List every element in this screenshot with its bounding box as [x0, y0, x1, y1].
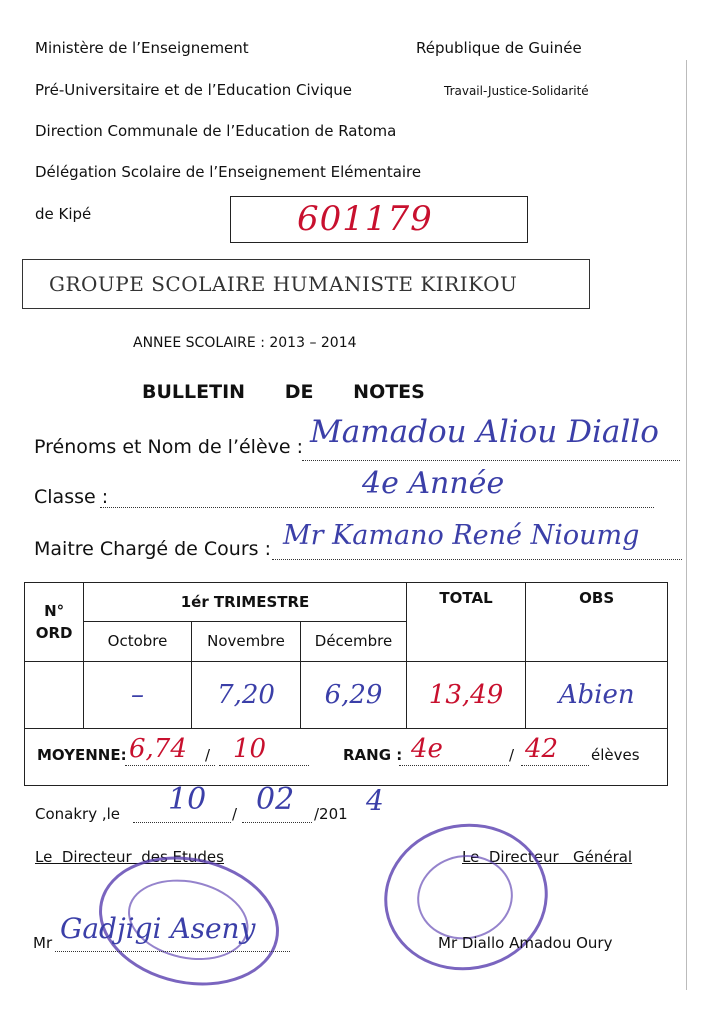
school-year: ANNEE SCOLAIRE : 2013 – 2014	[133, 335, 357, 351]
date-year-prefix: /201	[314, 805, 348, 823]
row-num-cell	[25, 662, 84, 729]
col-total-header: TOTAL	[406, 583, 526, 662]
student-name-label: Prénoms et Nom de l’élève :	[34, 436, 304, 458]
grade-decembre: 6,29	[301, 662, 406, 729]
general-stamp	[373, 811, 560, 983]
rang-value: 4e	[411, 734, 443, 765]
month-header-octobre: Octobre	[84, 621, 192, 662]
ministry-line1: Ministère de l’Enseignement	[35, 39, 249, 57]
general-stamp-inner	[410, 847, 519, 946]
student-name-value: Mamadou Aliou Diallo	[310, 414, 659, 450]
registration-number-box	[230, 196, 528, 243]
director-general-name: Mr Diallo Amadou Oury	[438, 934, 613, 952]
date-separator: /	[232, 805, 238, 823]
ministry-line2: Pré-Universitaire et de l’Education Civique	[35, 81, 352, 99]
school-banner	[22, 259, 590, 309]
direction-line: Direction Communale de l’Education de Ratoma	[35, 122, 397, 140]
moyenne-value: 6,74	[129, 734, 187, 765]
rang-label: RANG :	[343, 746, 403, 765]
teacher-label: Maitre Chargé de Cours :	[34, 538, 271, 560]
location-line: de Kipé	[35, 205, 92, 223]
date-day: 10	[168, 782, 207, 817]
month-header-novembre: Novembre	[191, 621, 301, 662]
grade-octobre: –	[84, 662, 192, 729]
director-general-label: Le Directeur Général	[462, 848, 633, 866]
page-edge-line	[686, 60, 687, 990]
republic-label: République de Guinée	[416, 39, 582, 57]
rang-total: 42	[525, 734, 559, 765]
grade-obs: Abien	[526, 662, 668, 729]
moyenne-label: MOYENNE:	[37, 746, 127, 765]
director-studies-mr: Mr	[33, 934, 53, 952]
class-value: 4e Année	[362, 466, 505, 501]
date-year-suffix: 4	[366, 784, 384, 817]
delegation-line: Délégation Scolaire de l’Enseignement Elémentaire	[35, 163, 422, 181]
motto-label: Travail-Justice-Solidarité	[444, 84, 589, 98]
col-num-header: N° ORD	[25, 583, 84, 662]
report-title: BULLETIN DE NOTES	[142, 381, 425, 403]
place-date-label: Conakry ,le	[35, 805, 121, 823]
rang-separator: /	[509, 746, 515, 765]
director-studies-label: Le Directeur des Etudes	[35, 848, 224, 866]
grades-table	[24, 582, 668, 786]
grade-novembre: 7,20	[191, 662, 301, 729]
rang-suffix: élèves	[591, 746, 640, 765]
grade-total: 13,49	[406, 662, 526, 729]
director-studies-signature: Gadjigi Aseny	[60, 912, 256, 945]
registration-number: 601179	[297, 199, 433, 239]
class-label: Classe :	[34, 486, 109, 508]
moyenne-max: 10	[233, 734, 267, 765]
school-name: GROUPE SCOLAIRE HUMANISTE KIRIKOU	[49, 272, 518, 296]
month-header-decembre: Décembre	[301, 621, 406, 662]
summary-row	[25, 729, 668, 786]
col-obs-header: OBS	[526, 583, 668, 662]
col-trimester-header: 1ér TRIMESTRE	[84, 583, 406, 622]
teacher-value: Mr Kamano René Nioumg	[283, 520, 640, 551]
moyenne-separator: /	[205, 746, 211, 765]
date-month: 02	[256, 782, 295, 817]
